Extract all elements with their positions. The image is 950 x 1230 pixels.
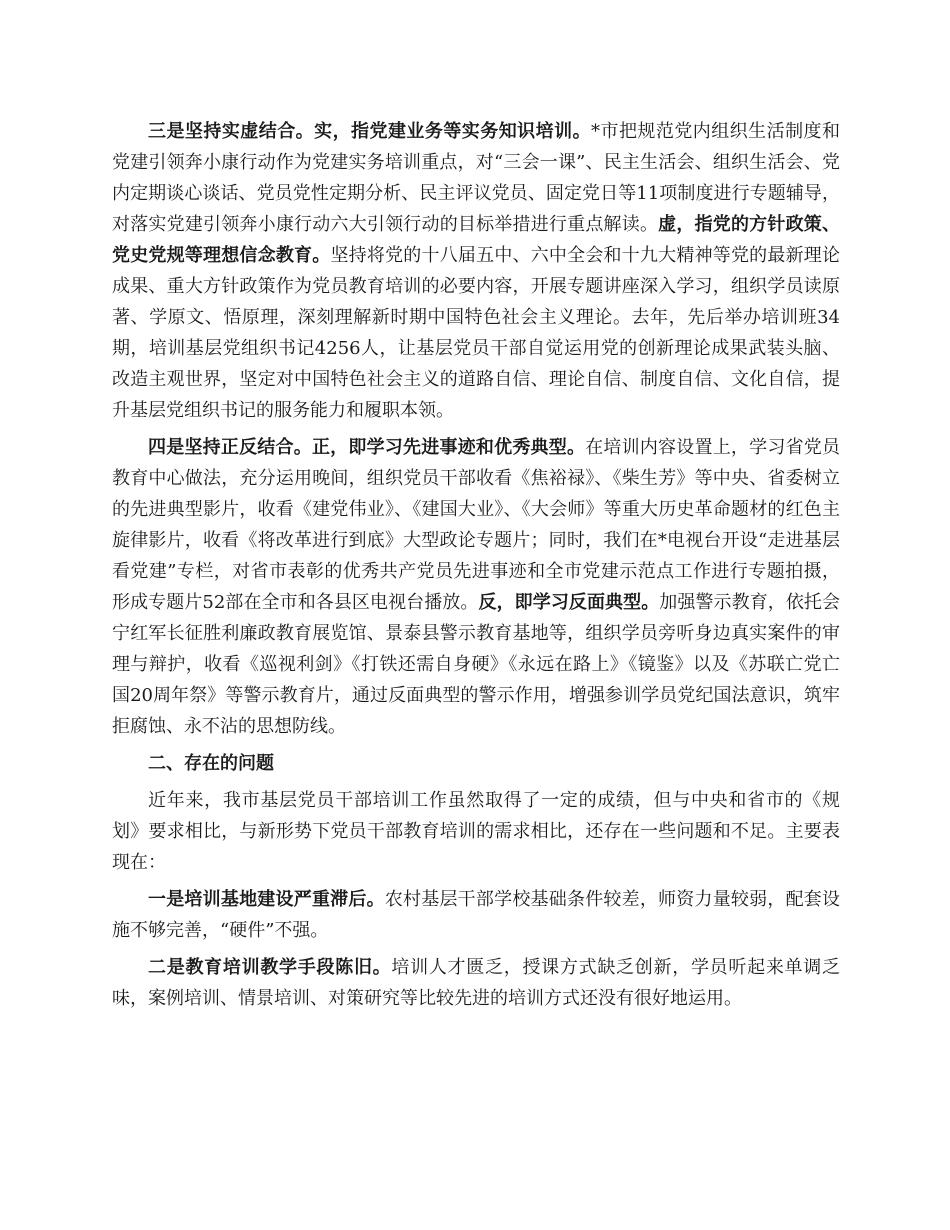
intro-paragraph: 近年来，我市基层党员干部培训工作虽然取得了一定的成绩，但与中央和省市的《规划》要求相比，与新形势下党员干部教育培训的需求相比，还存在一些问题和不足。主要表现在： (112, 790, 840, 873)
paragraph-text: 加强警示教育，依托会宁红军长征胜利廉政教育展览馆、景泰县警示教育基地等，组织学员旁听身边真实案件的审理与辩护，收看《巡视利剑》《打铁还需自身硬》《永远在路上》《镜鉴》以及《苏联亡党亡国20周年祭》等警示教育片，通过反面典型的警示作用，增强参训学员党纪国法意识，筑牢拒腐蚀、永不沾的思想防线。 (112, 592, 841, 737)
paragraph-text: 在培训内容设置上，学习省党员教育中心做法，充分运用晚间，组织党员干部收看《焦裕禄》、《柴生芳》等中央、省委树立的先进典型影片，收看《建党伟业》、《建国大业》、《大会师》等重大历史革命题材的红色主旋律影片，收看《将改革进行到底》大型政论专题片；同时，我们在*电视台开设“走进基层看党建”专栏，对省市表彰的优秀共产党员先进事迹和全市党建示范点工作进行专题拍摄，形成专题片52部在全市和各县区电视台播放。 (112, 437, 840, 613)
paragraph-text: 坚持将党的十八届五中、六中全会和十九大精神等党的最新理论成果、重大方针政策作为党员教育培训的必要内容，开展专题讲座深入学习，组织学员读原著、学原文、悟原理，深刻理解新时期中国特色社会主义理论。去年，先后举办培训班34期，培训基层党组织书记4256人，让基层党员干部自觉运用党的创新理论成果武装头脑、改造主观世界，坚定对中国特色社会主义的道路自信、理论自信、制度自信、文化自信，提升基层党组织书记的服务能力和履职本领。 (112, 245, 841, 421)
bold-lead: 虚，指党的方针政策、党史党规等理想信念教育。 (112, 214, 841, 266)
paragraph-text: *市把规范党内组织生活制度和党建引领奔小康行动作为党建实务培训重点，对“三会一课”、民主生活会、组织生活会、党内定期谈心谈话、党员党性定期分析、民主评议党员、固定党日等11项制度进行专题辅导，对落实党建引领奔小康行动六大引领行动的目标举措进行重点解读。 (112, 121, 841, 235)
issue-text: 培训人才匮乏，授课方式缺乏创新，学员听起来单调乏味，案例培训、情景培训、对策研究等比较先进的培训方式还没有很好地运用。 (112, 957, 840, 1009)
issue-text: 农村基层干部学校基础条件较差，师资力量较弱，配套设施不够完善，“硬件”不强。 (112, 889, 840, 941)
bold-lead: 反，即学习反面典型。 (478, 592, 660, 613)
issue-paragraph (112, 884, 840, 946)
bold-lead: 三是坚持实虚结合。实，指党建业务等实务知识培训。 (148, 121, 592, 142)
section-heading: 二、存在的问题 (148, 753, 274, 774)
bold-lead: 四是坚持正反结合。正，即学习先进事迹和优秀典型。 (148, 437, 586, 458)
document-page (112, 116, 840, 1020)
issue-lead: 二是教育培训教学手段陈旧。 (148, 957, 392, 978)
issue-lead: 一是培训基地建设严重滞后。 (148, 889, 385, 910)
paragraph-four-positive-negative (112, 432, 840, 742)
paragraph-three-real-virtual (112, 116, 840, 426)
issue-paragraph (112, 952, 840, 1014)
